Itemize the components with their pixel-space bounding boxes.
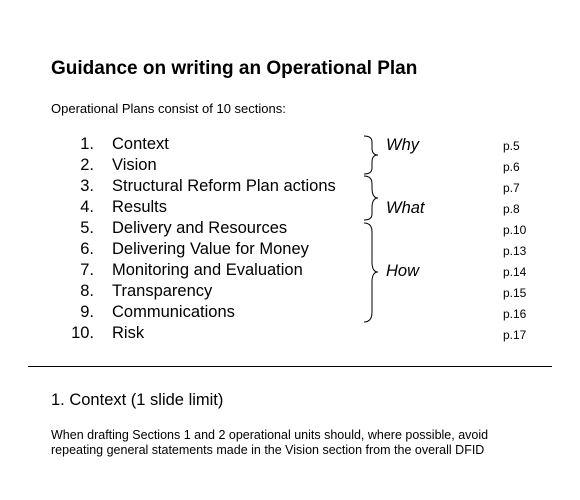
document-title: Guidance on writing an Operational Plan xyxy=(51,58,418,79)
toc-title: Communications xyxy=(112,303,235,321)
toc-title: Monitoring and Evaluation xyxy=(112,261,303,279)
intro-text: Operational Plans consist of 10 sections: xyxy=(51,101,286,116)
toc-title: Transparency xyxy=(112,282,213,300)
toc-number: 5. xyxy=(80,219,94,237)
toc-page: p.5 xyxy=(503,139,520,153)
section-body xyxy=(51,428,561,458)
toc-number: 1. xyxy=(80,135,94,153)
toc-page: p.17 xyxy=(503,328,527,342)
toc-number: 10. xyxy=(71,324,94,342)
toc-page: p.13 xyxy=(503,244,527,258)
toc-page: p.6 xyxy=(503,160,520,174)
toc-page: p.14 xyxy=(503,265,527,279)
toc-row xyxy=(0,134,580,155)
toc-row xyxy=(0,281,580,302)
toc-title: Risk xyxy=(112,324,145,342)
section-divider xyxy=(28,366,552,367)
toc-number: 3. xyxy=(80,177,94,195)
toc-page: p.8 xyxy=(503,202,520,216)
toc-title: Results xyxy=(112,198,168,216)
section-heading: 1. Context (1 slide limit) xyxy=(51,391,224,409)
toc-number: 2. xyxy=(80,156,94,174)
section-body-line: repeating general statements made in the Vision section from the overall DFID xyxy=(51,443,485,457)
group-label-why: Why xyxy=(386,136,419,154)
toc-row xyxy=(0,260,580,281)
toc-page: p.15 xyxy=(503,286,527,300)
toc-row xyxy=(0,323,580,344)
table-of-contents xyxy=(0,134,580,344)
toc-page: p.7 xyxy=(503,181,520,195)
toc-page: p.16 xyxy=(503,307,527,321)
curly-brace-icon xyxy=(360,134,390,334)
toc-row xyxy=(0,239,580,260)
toc-title: Delivery and Resources xyxy=(112,219,288,237)
toc-number: 9. xyxy=(80,303,94,321)
toc-number: 8. xyxy=(80,282,94,300)
section-body-line: When drafting Sections 1 and 2 operational units should, where possible, avoid xyxy=(51,428,489,442)
toc-row xyxy=(0,176,580,197)
toc-title: Structural Reform Plan actions xyxy=(112,177,336,195)
toc-page: p.10 xyxy=(503,223,527,237)
toc-row xyxy=(0,302,580,323)
toc-row xyxy=(0,197,580,218)
toc-title: Context xyxy=(112,135,169,153)
group-label-how: How xyxy=(386,262,420,280)
toc-title: Vision xyxy=(112,156,157,174)
toc-row xyxy=(0,218,580,239)
toc-row xyxy=(0,155,580,176)
toc-number: 7. xyxy=(80,261,94,279)
toc-number: 4. xyxy=(80,198,94,216)
toc-number: 6. xyxy=(80,240,94,258)
group-label-what: What xyxy=(386,199,425,217)
toc-title: Delivering Value for Money xyxy=(112,240,309,258)
